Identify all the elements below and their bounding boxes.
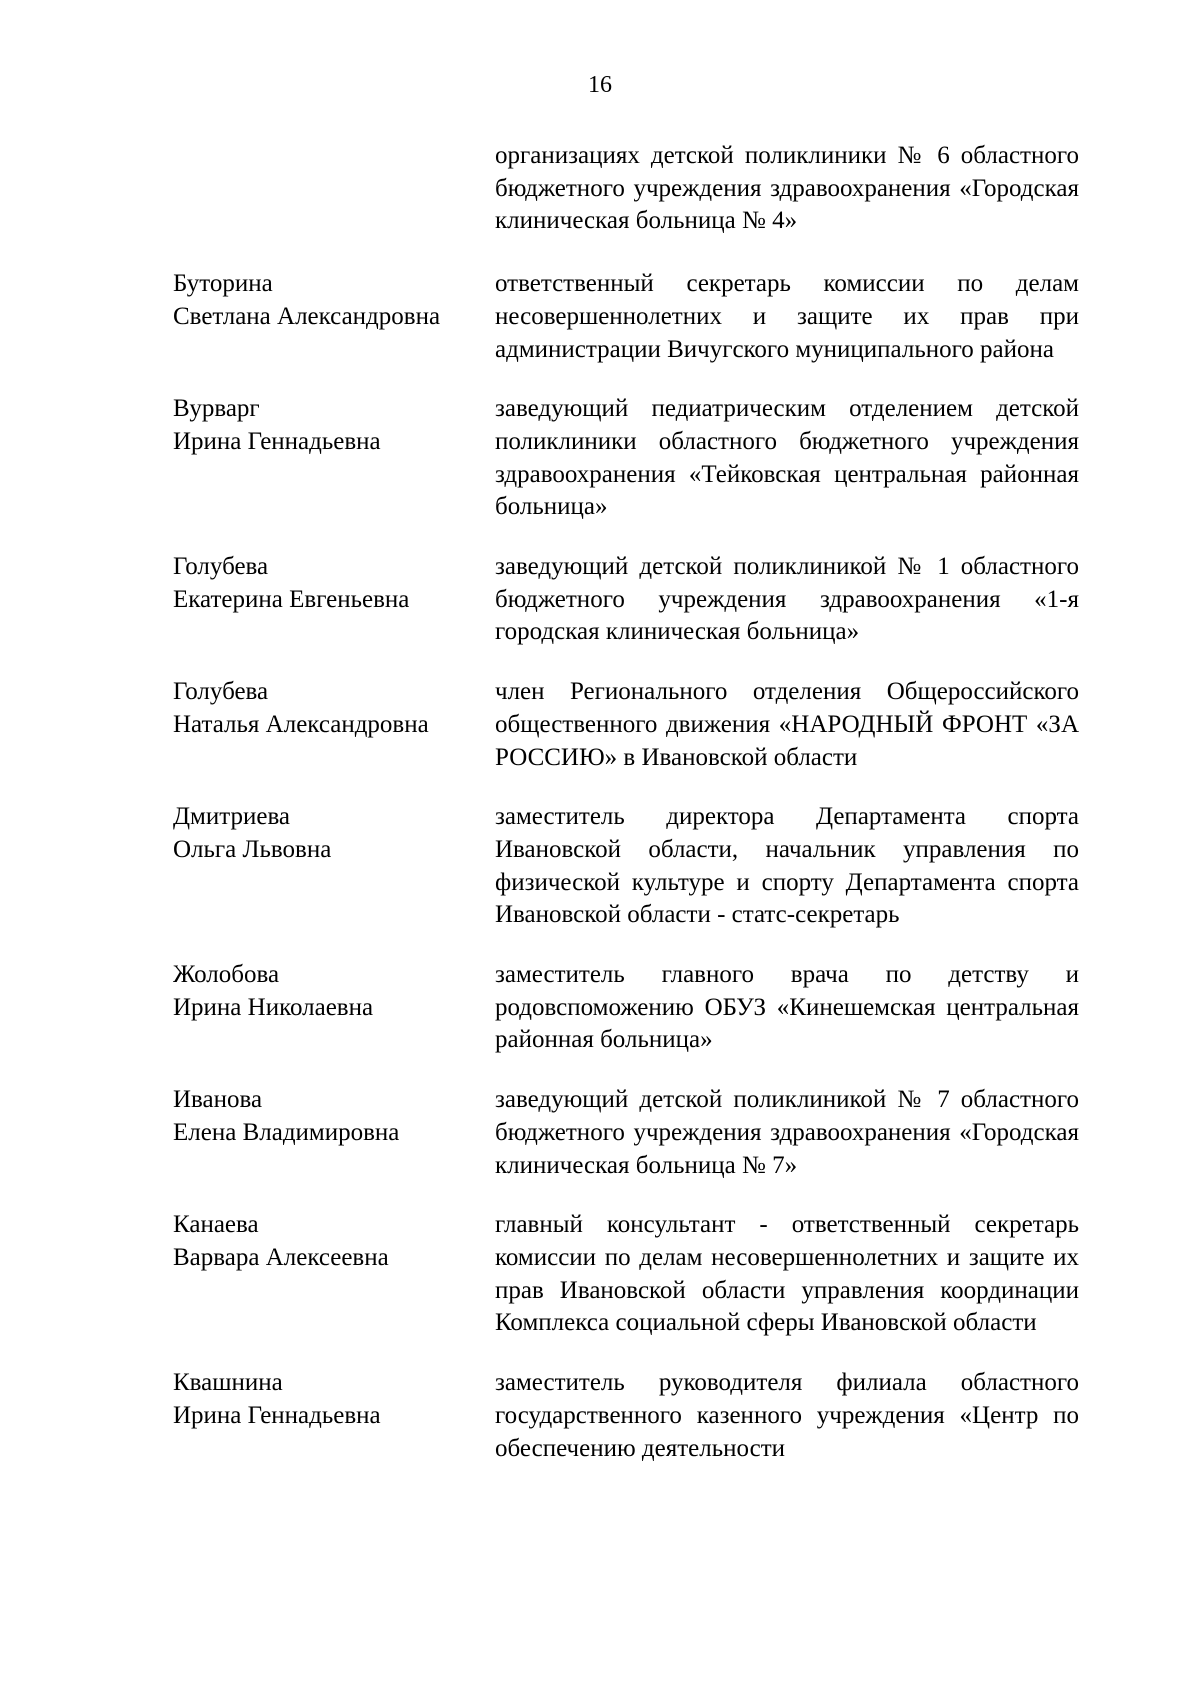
list-item — [173, 551, 1079, 649]
member-name — [173, 801, 495, 932]
list-item — [173, 1367, 1079, 1465]
member-surname: Голубева — [173, 553, 269, 581]
member-list — [173, 140, 1079, 1492]
member-name — [173, 676, 495, 774]
member-name — [173, 551, 495, 649]
member-position: заведующий детской поликлиникой № 7 областного бюджетного учреждения здравоохранения «Городская клиническая больница № 7» — [495, 1086, 1079, 1179]
member-surname: Голубева — [173, 678, 269, 706]
member-surname: Иванова — [173, 1086, 263, 1114]
member-given-names: Ирина Геннадьевна — [173, 1401, 381, 1429]
member-position: заместитель главного врача по детству и родовспоможению ОБУЗ «Кинешемская центральная районная больница» — [495, 961, 1079, 1054]
member-name — [173, 268, 495, 366]
member-position: заместитель директора Департамента спорта Ивановской области, начальник управления по физической культуре и спорту Департамента спорта Ивановской области - статс-секретарь — [495, 803, 1079, 929]
page-number: 16 — [588, 72, 612, 98]
member-given-names: Светлана Александровна — [173, 302, 441, 330]
member-name — [173, 1084, 495, 1182]
member-given-names: Ирина Николаевна — [173, 993, 374, 1021]
member-given-names: Елена Владимировна — [173, 1118, 400, 1146]
member-position: организациях детской поликлиники № 6 областного бюджетного учреждения здравоохранения «Городская клиническая больница № 4» — [495, 142, 1079, 235]
member-given-names: Варвара Алексеевна — [173, 1243, 389, 1271]
member-name-empty — [173, 140, 495, 238]
member-surname: Канаева — [173, 1211, 259, 1239]
member-name — [173, 393, 495, 524]
member-surname: Буторина — [173, 270, 273, 298]
member-given-names: Ольга Львовна — [173, 835, 332, 863]
member-name — [173, 959, 495, 1057]
member-surname: Жолобова — [173, 961, 280, 989]
member-given-names: Екатерина Евгеньевна — [173, 585, 410, 613]
member-name — [173, 1209, 495, 1340]
member-given-names: Ирина Геннадьевна — [173, 427, 381, 455]
list-item — [173, 268, 1079, 366]
list-item — [173, 959, 1079, 1057]
list-item — [173, 1209, 1079, 1340]
member-position: заместитель руководителя филиала областного государственного казенного учреждения «Центр по обеспечению деятельности — [495, 1369, 1079, 1462]
member-given-names: Наталья Александровна — [173, 710, 429, 738]
member-surname: Дмитриева — [173, 803, 291, 831]
member-name — [173, 1367, 495, 1465]
member-position: заведующий детской поликлиникой № 1 областного бюджетного учреждения здравоохранения «1-я городская клиническая больница» — [495, 553, 1079, 646]
list-item — [173, 676, 1079, 774]
list-item-continuation — [173, 140, 1079, 238]
list-item — [173, 801, 1079, 932]
member-position: главный консультант - ответственный секретарь комиссии по делам несовершеннолетних и защите их прав Ивановской области управления координации Комплекса социальной сферы Ивановской области — [495, 1211, 1079, 1337]
member-surname: Квашнина — [173, 1369, 283, 1397]
member-position: ответственный секретарь комиссии по делам несовершеннолетних и защите их прав при администрации Вичугского муниципального района — [495, 270, 1079, 363]
list-item — [173, 1084, 1079, 1182]
member-position: член Регионального отделения Общероссийского общественного движения «НАРОДНЫЙ ФРОНТ «ЗА РОССИЮ» в Ивановской области — [495, 678, 1079, 771]
list-item — [173, 393, 1079, 524]
member-surname: Вурварг — [173, 395, 260, 423]
member-position: заведующий педиатрическим отделением детской поликлиники областного бюджетного учреждения здравоохранения «Тейковская центральная районная больница» — [495, 395, 1079, 521]
